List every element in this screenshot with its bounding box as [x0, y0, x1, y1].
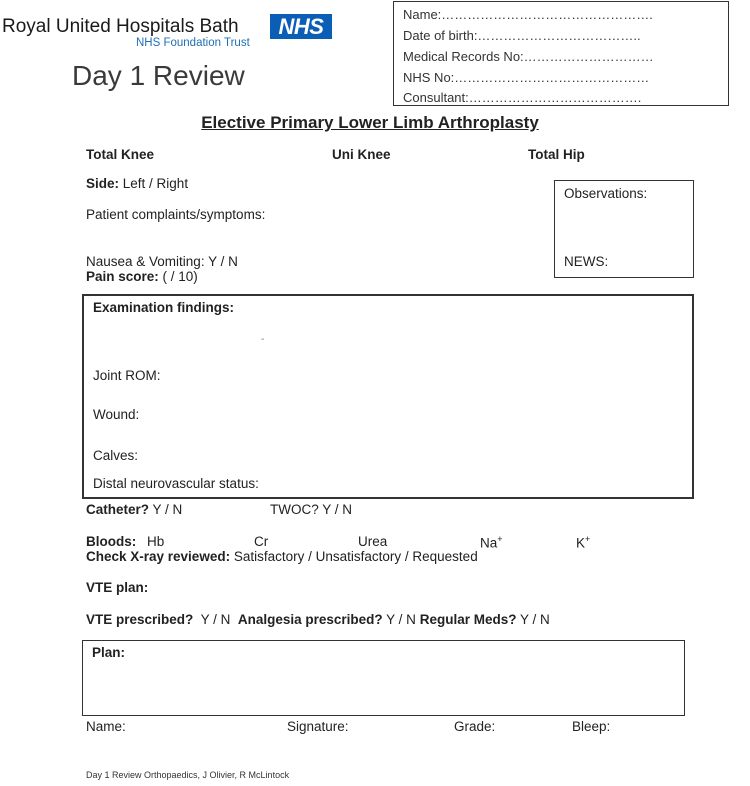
side-row[interactable] [86, 176, 188, 191]
nhs-logo: NHS [270, 14, 332, 39]
news-label: NEWS: [564, 254, 609, 269]
bloods-hb[interactable]: Hb [147, 534, 165, 549]
bloods-k-charge: + [585, 534, 591, 544]
procedure-total-hip[interactable]: Total Hip [528, 147, 585, 162]
prescriptions-row[interactable] [86, 612, 550, 627]
signoff-signature[interactable]: Signature: [287, 719, 349, 734]
bloods-k-label: K [576, 535, 586, 551]
calves-label: Calves: [93, 448, 139, 463]
catheter-row[interactable] [86, 502, 182, 517]
bloods-cr[interactable]: Cr [254, 534, 269, 549]
examination-title: Examination findings: [93, 300, 235, 315]
twoc[interactable]: TWOC? Y / N [270, 502, 353, 517]
pain-score-label: Pain score: [86, 269, 159, 284]
side-label: Side: [86, 176, 120, 191]
stray-mark: - [261, 334, 265, 345]
side-options[interactable]: Left / Right [122, 176, 189, 191]
observations-box[interactable] [554, 180, 694, 278]
nausea-vomiting[interactable]: Nausea & Vomiting: Y / N [86, 254, 238, 269]
consultant-field[interactable]: Consultant:…………………………………. [403, 90, 642, 105]
bloods-urea[interactable]: Urea [358, 534, 388, 549]
hospital-name: Royal United Hospitals Bath [2, 16, 239, 37]
patient-name-field[interactable]: Name:…………………………………………. [403, 7, 653, 22]
xray-options[interactable]: Satisfactory / Unsatisfactory / Requested [233, 549, 478, 564]
medical-records-field[interactable]: Medical Records No:………………………… [403, 49, 654, 64]
joint-rom-label: Joint ROM: [93, 368, 161, 383]
examination-box[interactable] [82, 294, 694, 499]
xray-label: Check X-ray reviewed: [86, 549, 231, 564]
vte-prescribed-yn[interactable]: Y / N [200, 612, 231, 627]
vte-prescribed-label: VTE prescribed? [86, 612, 194, 627]
vte-plan-label: VTE plan: [86, 580, 149, 595]
regular-meds-yn[interactable]: Y / N [520, 612, 550, 627]
bloods-na-label: Na [480, 535, 498, 551]
pain-score-value[interactable]: ( / 10) [162, 269, 198, 284]
distal-neurovascular-label: Distal neurovascular status: [93, 476, 259, 491]
xray-row[interactable] [86, 549, 478, 564]
patient-id-box [393, 1, 729, 106]
catheter-label: Catheter? [86, 502, 150, 517]
complaints-label: Patient complaints/symptoms: [86, 207, 266, 222]
signoff-name[interactable]: Name: [86, 719, 126, 734]
plan-label: Plan: [92, 645, 126, 660]
bloods-k[interactable] [576, 534, 590, 551]
wound-label: Wound: [93, 407, 140, 422]
analgesia-label: Analgesia prescribed? [237, 612, 383, 627]
plan-box[interactable] [82, 640, 685, 716]
bloods-na[interactable] [480, 534, 503, 551]
signoff-grade[interactable]: Grade: [454, 719, 496, 734]
regular-meds-label: Regular Meds? [419, 612, 517, 627]
trust-name: NHS Foundation Trust [136, 37, 250, 49]
date-of-birth-field[interactable]: Date of birth:……………………………….. [403, 28, 641, 43]
form-title: Elective Primary Lower Limb Arthroplasty [201, 113, 539, 132]
catheter-yn[interactable]: Y / N [152, 502, 183, 517]
signoff-bleep[interactable]: Bleep: [572, 719, 611, 734]
bloods-na-charge: + [497, 534, 503, 544]
analgesia-yn[interactable]: Y / N [386, 612, 416, 627]
footer-credit: Day 1 Review Orthopaedics, J Olivier, R McLintock [86, 770, 290, 780]
procedure-uni-knee[interactable]: Uni Knee [332, 147, 391, 162]
observations-label: Observations: [564, 186, 648, 201]
pain-score-row[interactable] [86, 269, 198, 284]
bloods-label: Bloods: [86, 534, 137, 549]
document-title: Day 1 Review [72, 60, 245, 91]
nhs-number-field[interactable]: NHS No:……………………………………… [403, 70, 650, 85]
procedure-total-knee[interactable]: Total Knee [86, 147, 155, 162]
